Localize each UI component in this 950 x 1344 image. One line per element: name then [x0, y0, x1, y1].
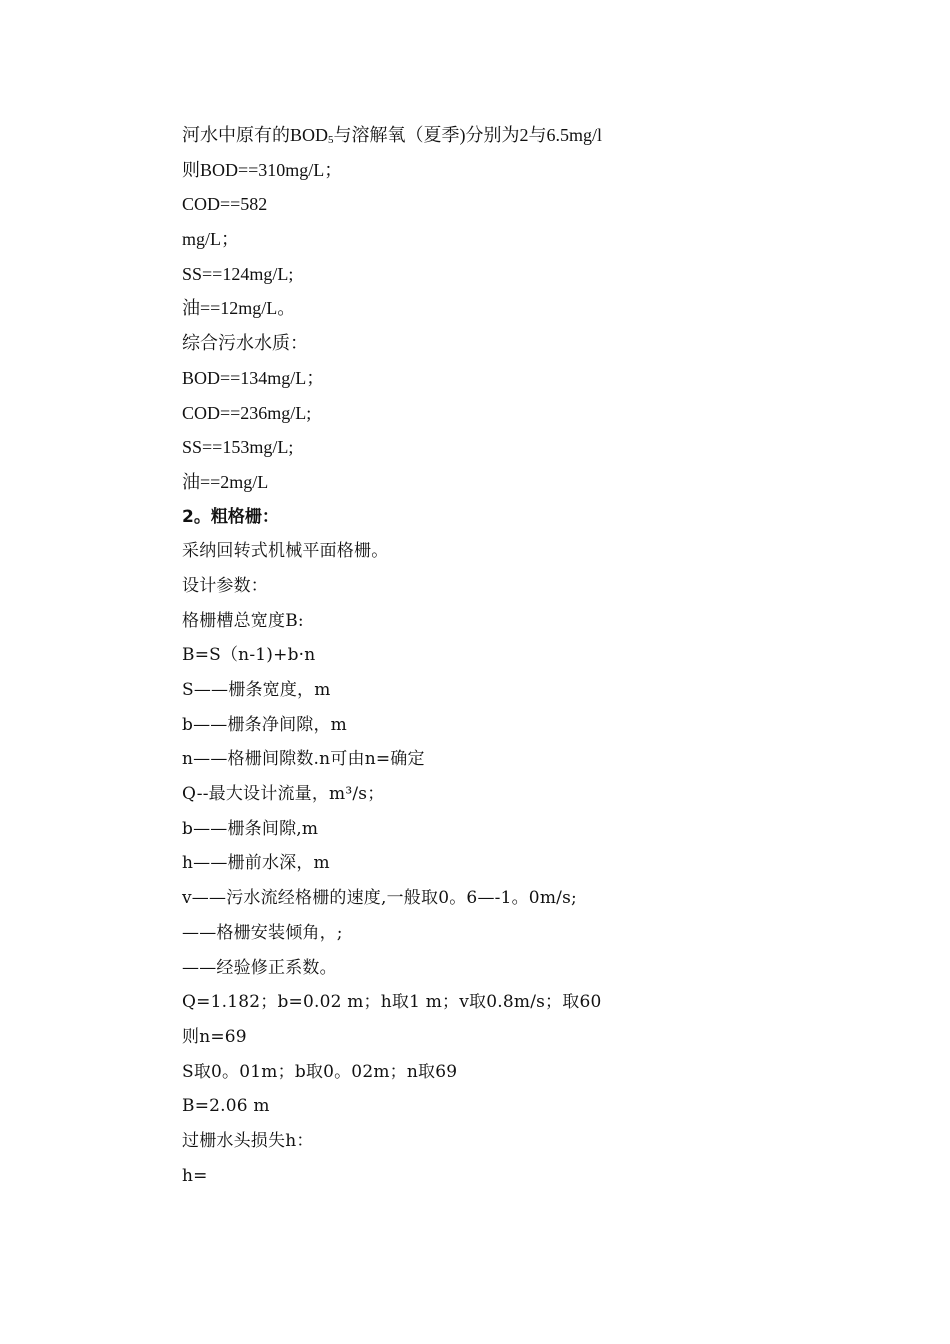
- def-v-line: v——污水流经格栅的速度,一般取0。6—-1。0m/s;: [182, 888, 577, 909]
- subscript: 5: [328, 134, 334, 146]
- bod-line: 则BOD==310mg/L；: [182, 159, 343, 180]
- cod-line: COD==582: [182, 194, 268, 215]
- def-angle-line: ——格栅安装倾角，;: [182, 922, 343, 943]
- chosen-values-line: S取0。01m；b取0。02m；n取69: [182, 1061, 458, 1082]
- result-n-line: 则n=69: [182, 1026, 247, 1047]
- total-width-line: 格栅槽总宽度B:: [182, 610, 304, 631]
- screen-type-line: 采纳回转式机械平面格栅。: [182, 541, 389, 562]
- def-coefficient-line: ——经验修正系数。: [182, 957, 337, 978]
- def-n-line: n——格栅间隙数.n可由n=确定: [182, 749, 425, 770]
- text-span: 与溶解氧（夏季)分别为2与6.5mg/l: [333, 125, 603, 145]
- river-water-bod-line: [182, 118, 882, 153]
- text-span: 河水中原有的BOD: [182, 125, 329, 145]
- combined-bod-line: BOD==134mg/L；: [182, 367, 325, 388]
- def-b-gap-line: b——栅条间隙,m: [182, 818, 319, 839]
- section-heading-coarse-screen: 2。粗格栅：: [182, 506, 279, 527]
- head-loss-heading: 过栅水头损失h：: [182, 1130, 314, 1151]
- document-body: [182, 118, 882, 1193]
- given-values-line: Q=1.182；b=0.02 m；h取1 m；v取0.8m/s；取60: [182, 992, 602, 1013]
- combined-oil-line: 油==2mg/L: [182, 471, 269, 492]
- def-b-line: b——栅条净间隙，m: [182, 714, 348, 735]
- design-params-heading: 设计参数：: [182, 575, 268, 596]
- width-formula-line: B=S（n-1)+b·n: [182, 645, 316, 666]
- oil-line: 油==12mg/L。: [182, 298, 296, 319]
- cod-unit-line: mg/L；: [182, 229, 239, 250]
- head-loss-formula-line: h=: [182, 1165, 208, 1186]
- result-b-line: B=2.06 m: [182, 1096, 270, 1117]
- ss-line: SS==124mg/L;: [182, 263, 294, 284]
- combined-cod-line: COD==236mg/L;: [182, 402, 312, 423]
- combined-quality-heading: 综合污水水质：: [182, 333, 308, 354]
- def-q-line: Q--最大设计流量，m³/s；: [182, 784, 385, 805]
- def-s-line: S——栅条宽度，m: [182, 680, 331, 700]
- combined-ss-line: SS==153mg/L;: [182, 437, 294, 458]
- def-h-line: h——栅前水深，m: [182, 853, 330, 874]
